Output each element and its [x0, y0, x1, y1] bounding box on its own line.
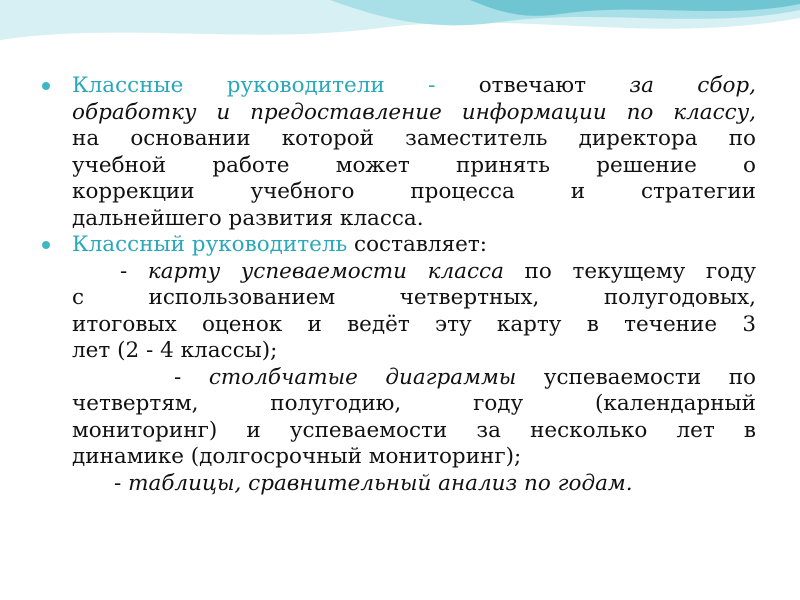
text-run: дальнейшего развития класса.	[72, 205, 424, 231]
text-run: -	[174, 364, 209, 390]
text-line	[72, 179, 756, 206]
text-run: четвертям, полугодию, году (календарный	[72, 391, 756, 416]
sub-paragraph	[40, 365, 756, 471]
text-run: на основании которой заместитель директора по	[72, 126, 756, 151]
text-run: по текущему году	[503, 258, 756, 284]
text-run: динамике (долгосрочный мониторинг);	[72, 444, 522, 469]
italic-text: таблицы, сравнительный анализ по годам.	[128, 470, 633, 496]
text-line	[72, 365, 756, 392]
text-line	[72, 232, 756, 259]
text-run: с использованием четвертных, полугодовых,	[72, 285, 756, 310]
text-run: коррекции учебного процесса и стратегии	[72, 179, 756, 204]
bullet-dot-icon	[42, 82, 50, 90]
text-line	[72, 418, 756, 445]
sub-paragraph	[40, 471, 756, 498]
text-run: -	[120, 258, 148, 284]
text-line	[72, 312, 756, 339]
text-run: мониторинг) и успеваемости за несколько лет в	[72, 417, 756, 443]
italic-text: карту успеваемости класса	[147, 258, 504, 284]
text-run: итоговых оценок и ведёт эту карту в течение 3	[72, 311, 756, 337]
bullet-item	[40, 232, 756, 259]
text-line	[72, 126, 756, 153]
slide-body	[40, 73, 756, 497]
text-line	[72, 444, 756, 471]
text-line	[72, 391, 756, 418]
text-line	[72, 338, 756, 365]
text-line	[72, 206, 756, 233]
italic-text: столбчатые диаграммы	[208, 364, 517, 390]
text-run: -	[114, 470, 129, 496]
text-line	[72, 471, 756, 498]
sub-paragraph	[40, 259, 756, 365]
italic-text: за сбор,	[629, 73, 756, 98]
text-run: отвечают	[435, 73, 630, 98]
text-line	[72, 100, 756, 127]
text-run: учебной работе может принять решение о	[72, 152, 756, 178]
text-line	[72, 259, 756, 286]
text-line	[72, 153, 756, 180]
text-line	[72, 285, 756, 312]
highlighted-text: Классный руководитель	[72, 232, 348, 257]
italic-text: обработку и предоставление информации по классу,	[72, 99, 756, 125]
paragraph-list	[40, 259, 756, 498]
bullet-list	[40, 73, 756, 259]
text-run: лет (2 - 4 классы);	[72, 338, 278, 363]
bullet-item	[40, 73, 756, 232]
bullet-dot-icon	[42, 241, 50, 249]
text-run: успеваемости по	[516, 364, 756, 390]
highlighted-text: Классные руководители -	[72, 73, 436, 98]
text-line	[72, 73, 756, 100]
header-wave-decoration	[0, 0, 800, 70]
text-run: составляет:	[347, 232, 487, 257]
